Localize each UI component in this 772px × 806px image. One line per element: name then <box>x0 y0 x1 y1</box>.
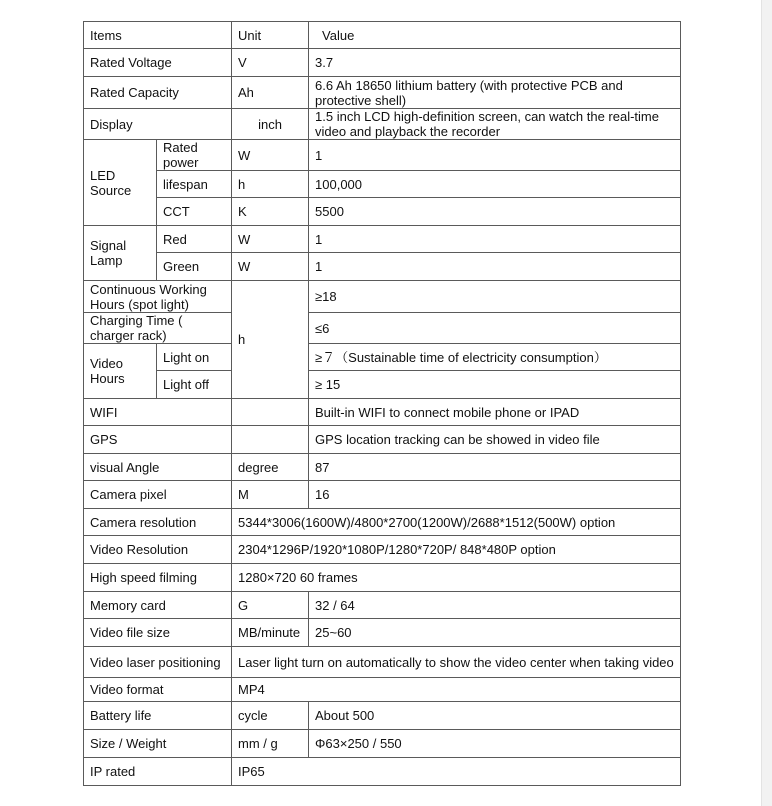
row-unit: inch <box>232 109 309 140</box>
row-unit: M <box>232 481 309 509</box>
row-value: MP4 <box>232 678 681 702</box>
table-row <box>84 198 681 226</box>
table-row <box>84 564 681 592</box>
row-unit: cycle <box>232 702 309 730</box>
row-value: 100,000 <box>309 171 681 198</box>
table-row <box>84 536 681 564</box>
table-row <box>84 426 681 454</box>
table-row <box>84 509 681 536</box>
hours-unit: h <box>232 281 309 399</box>
row-unit: W <box>232 253 309 281</box>
table-row <box>84 171 681 198</box>
group-label: Video Hours <box>84 344 157 399</box>
row-label: Charging Time ( charger rack) <box>84 313 232 344</box>
table-row <box>84 619 681 647</box>
sub-label: Light on <box>157 344 232 371</box>
row-unit: G <box>232 592 309 619</box>
table-row <box>84 109 681 140</box>
row-value: 1.5 inch LCD high-definition screen, can watch the real-time video and playback the recorder <box>309 109 681 140</box>
row-value: About 500 <box>309 702 681 730</box>
row-value: 5344*3006(1600W)/4800*2700(1200W)/2688*1512(500W) option <box>232 509 681 536</box>
row-label: Video Resolution <box>84 536 232 564</box>
table-row <box>84 22 681 49</box>
row-value: 25~60 <box>309 619 681 647</box>
table-row <box>84 371 681 399</box>
row-unit <box>232 426 309 454</box>
row-label: Display <box>84 109 232 140</box>
row-label: Memory card <box>84 592 232 619</box>
table-row <box>84 49 681 77</box>
row-value: 1 <box>309 140 681 171</box>
table-row <box>84 77 681 109</box>
row-label: WIFI <box>84 399 232 426</box>
row-unit: mm / g <box>232 730 309 758</box>
table-row <box>84 678 681 702</box>
row-value: GPS location tracking can be showed in video file <box>309 426 681 454</box>
row-value: 1 <box>309 253 681 281</box>
sub-label: Light off <box>157 371 232 399</box>
page-edge <box>761 0 772 806</box>
table-row <box>84 140 681 171</box>
row-value: 32 / 64 <box>309 592 681 619</box>
row-label: Camera pixel <box>84 481 232 509</box>
row-label: Video file size <box>84 619 232 647</box>
row-value: ≥18 <box>309 281 681 313</box>
sub-label: Rated power <box>157 140 232 171</box>
row-unit: MB/minute <box>232 619 309 647</box>
row-value: 3.7 <box>309 49 681 77</box>
row-unit: degree <box>232 454 309 481</box>
sub-label: CCT <box>157 198 232 226</box>
row-value: 87 <box>309 454 681 481</box>
table-row <box>84 702 681 730</box>
row-value: 1 <box>309 226 681 253</box>
header-unit: Unit <box>232 22 309 49</box>
row-value: ≥７（Sustainable time of electricity consumption） <box>309 344 681 371</box>
table-row <box>84 592 681 619</box>
row-unit: W <box>232 226 309 253</box>
table-row <box>84 758 681 786</box>
header-value: Value <box>309 22 681 49</box>
table-row <box>84 344 681 371</box>
table-row <box>84 730 681 758</box>
row-label: Size / Weight <box>84 730 232 758</box>
row-value: IP65 <box>232 758 681 786</box>
row-label: Camera resolution <box>84 509 232 536</box>
row-label: Continuous Working Hours (spot light) <box>84 281 232 313</box>
sub-label: Red <box>157 226 232 253</box>
row-value: Built-in WIFI to connect mobile phone or IPAD <box>309 399 681 426</box>
row-unit: W <box>232 140 309 171</box>
row-value: ≤6 <box>309 313 681 344</box>
row-unit: K <box>232 198 309 226</box>
row-value: Laser light turn on automatically to show the video center when taking video <box>232 647 681 678</box>
spec-table <box>83 21 681 786</box>
table-row <box>84 454 681 481</box>
row-value: 16 <box>309 481 681 509</box>
row-value: 5500 <box>309 198 681 226</box>
table-row <box>84 281 681 313</box>
row-label: High speed filming <box>84 564 232 592</box>
table-row <box>84 253 681 281</box>
table-row <box>84 313 681 344</box>
table-row <box>84 399 681 426</box>
row-unit: Ah <box>232 77 309 109</box>
group-label: Signal Lamp <box>84 226 157 281</box>
row-label: GPS <box>84 426 232 454</box>
row-label: IP rated <box>84 758 232 786</box>
row-value: 6.6 Ah 18650 lithium battery (with protective PCB and protective shell) <box>309 77 681 109</box>
row-label: Rated Capacity <box>84 77 232 109</box>
table-row <box>84 226 681 253</box>
header-items: Items <box>84 22 232 49</box>
row-label: Battery life <box>84 702 232 730</box>
group-label: LED Source <box>84 140 157 226</box>
table-row <box>84 647 681 678</box>
row-value: 2304*1296P/1920*1080P/1280*720P/ 848*480P option <box>232 536 681 564</box>
row-label: visual Angle <box>84 454 232 481</box>
sub-label: lifespan <box>157 171 232 198</box>
row-label: Rated Voltage <box>84 49 232 77</box>
row-label: Video format <box>84 678 232 702</box>
row-value: ≥ 15 <box>309 371 681 399</box>
row-unit <box>232 399 309 426</box>
row-unit: V <box>232 49 309 77</box>
table-row <box>84 481 681 509</box>
row-value: 1280×720 60 frames <box>232 564 681 592</box>
sub-label: Green <box>157 253 232 281</box>
row-unit: h <box>232 171 309 198</box>
row-label: Video laser positioning <box>84 647 232 678</box>
row-value: Φ63×250 / 550 <box>309 730 681 758</box>
